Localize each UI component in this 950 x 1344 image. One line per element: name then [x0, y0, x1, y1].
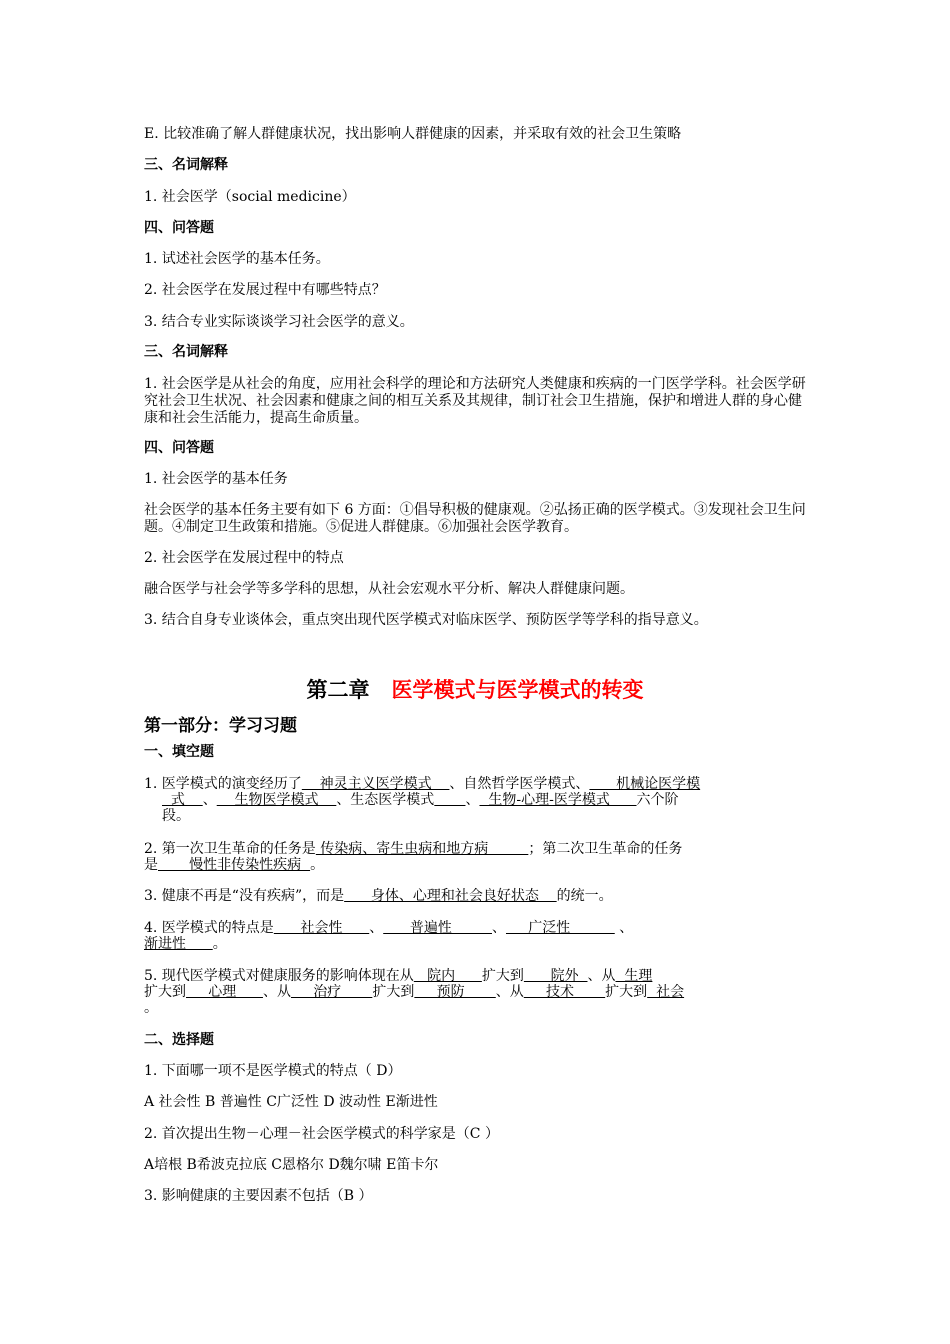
fill-question-1: 1. 医学模式的演变经历了 神灵主义医学模式 、自然哲学医学模式、 机械论医学模 式 、 生物医学模式 、生态医学模式 、 生物-心理-医学模式 六个阶 段。	[144, 776, 701, 824]
answer-q1-body: 社会医学的基本任务主要有如下 6 方面：①倡导积极的健康观。②弘扬正确的医学模式。③发现社会卫生问题。④制定卫生政策和措施。⑤促进人群健康。⑥加强社会医学教育。	[144, 502, 806, 535]
answer-heading-qa: 四、问答题	[144, 440, 214, 456]
choice-question-3: 3. 影响健康的主要因素不包括（B ）	[144, 1188, 373, 1204]
fill-blank: 传染病、寄生虫病和地方病	[315, 841, 529, 857]
fill-question-3: 3. 健康不再是“没有疾病”，而是 身体、心理和社会良好状态 的统一。	[144, 888, 613, 904]
fill-question-2: 2. 第一次卫生革命的任务是 传染病、寄生虫病和地方病 ；第二次卫生革命的任务 是 慢性非传染性疾病 。	[144, 841, 683, 873]
choice-question-1-options: A 社会性 B 普遍性 C广泛性 D 波动性 E渐进性	[144, 1094, 438, 1110]
fill-section-heading: 一、填空题	[144, 744, 214, 760]
fill-question-5: 5. 现代医学模式对健康服务的影响体现在从 院内 扩大到 院外 、从 生理 扩大到 心理 、从 治疗 扩大到 预防 、从 技术 扩大到 社会 。	[144, 968, 685, 1016]
fill-blank: 广泛性	[505, 920, 615, 936]
answer-heading-terms: 三、名词解释	[144, 344, 228, 360]
section-heading-terms: 三、名词解释	[144, 157, 228, 173]
fill-blank: 普遍性	[383, 920, 492, 936]
fill-blank: 机械论医学模	[589, 776, 701, 792]
fill-blank: 治疗	[290, 984, 373, 1000]
qa-question-2: 2. 社会医学在发展过程中有哪些特点？	[144, 282, 386, 298]
fill-blank: 身体、心理和社会良好状态	[344, 888, 557, 904]
fill-blank: 社会性	[273, 920, 370, 936]
fill-blank: 渐进性	[144, 936, 186, 952]
fill-blank: 预防	[414, 984, 496, 1000]
term-question-1: 1. 社会医学（social medicine）	[144, 189, 356, 205]
fill-question-4: 4. 医学模式的特点是 社会性 、 普遍性 、 广泛性 、 渐进性 。	[144, 920, 634, 952]
fill-blank: 社会	[647, 984, 685, 1000]
fill-blank: 慢性非传染性疾病	[158, 857, 311, 873]
fill-blank: 院内	[413, 968, 482, 984]
answer-term-1: 1. 社会医学是从社会的角度，应用社会科学的理论和方法研究人类健康和疾病的一门医学学科。社会医学研究社会卫生状况、社会因素和健康之间的相互关系及其规律，制订社会卫生措施，保护和增进人群的身心健康和社会生活能力，提高生命质量。	[144, 376, 806, 426]
fill-blank: 式	[162, 792, 203, 808]
fill-blank	[434, 792, 465, 808]
answer-q3: 3. 结合自身专业谈体会，重点突出现代医学模式对临床医学、预防医学等学科的指导意义。	[144, 612, 708, 628]
fill-blank: 技术	[523, 984, 606, 1000]
chapter-number: 第二章	[306, 678, 370, 702]
answer-q2-body: 融合医学与社会学等多学科的思想，从社会宏观水平分析、解决人群健康问题。	[144, 581, 634, 597]
chapter-title	[0, 674, 950, 704]
fill-blank: 生物-心理-医学模式	[479, 792, 637, 808]
qa-question-3: 3. 结合专业实际谈谈学习社会医学的意义。	[144, 314, 414, 330]
fill-blank	[186, 936, 213, 952]
fill-blank: 生物医学模式	[216, 792, 337, 808]
answer-q1-title: 1. 社会医学的基本任务	[144, 471, 288, 487]
section-heading-qa: 四、问答题	[144, 220, 214, 236]
choice-question-1: 1. 下面哪一项不是医学模式的特点（ D）	[144, 1063, 402, 1079]
choice-section-heading: 二、选择题	[144, 1032, 214, 1048]
chapter-name: 医学模式与医学模式的转变	[391, 678, 644, 702]
option-e: E. 比较准确了解人群健康状况，找出影响人群健康的因素，并采取有效的社会卫生策略	[144, 126, 682, 142]
answer-q2-title: 2. 社会医学在发展过程中的特点	[144, 550, 344, 566]
fill-blank: 神灵主义医学模式	[301, 776, 450, 792]
fill-blank: 生理	[615, 968, 653, 984]
qa-question-1: 1. 试述社会医学的基本任务。	[144, 251, 330, 267]
fill-blank: 心理	[186, 984, 263, 1000]
choice-question-2-options: A培根 B希波克拉底 C恩格尔 D魏尔啸 E笛卡尔	[144, 1157, 439, 1173]
fill-blank: 院外	[523, 968, 588, 984]
choice-question-2: 2. 首次提出生物－心理－社会医学模式的科学家是（C ）	[144, 1126, 499, 1142]
part-title: 第一部分：学习习题	[144, 716, 297, 736]
